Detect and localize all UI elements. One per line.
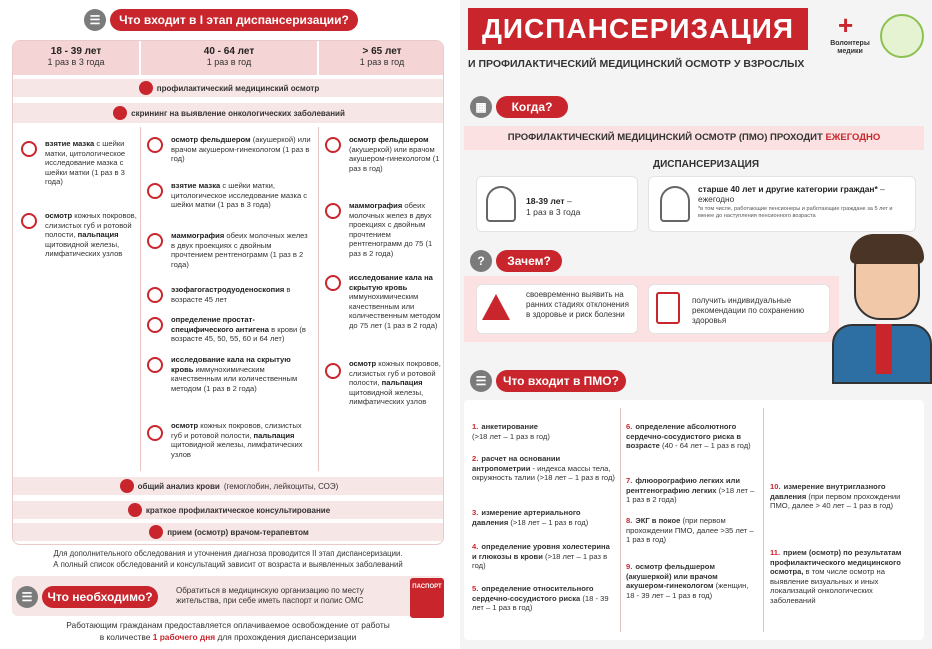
- note-2: А полный список обследований и консультаций зависит от возраста и выявленных заболеваний: [53, 560, 403, 569]
- bottom-line-2: в количестве 1 рабочего дня для прохождения диспансеризации: [99, 632, 357, 642]
- volunteers-logo-icon: +: [838, 10, 854, 40]
- mammo-icon: [325, 203, 341, 219]
- c3-item-4: осмотр кожных покровов, слизистых губ и ротовой полости, пальпация щитовидной железы, лимфатических узлов: [349, 359, 441, 407]
- therapist-icon: [149, 525, 163, 539]
- bottom-line-1: Работающим гражданам предоставляется оплачиваемое освобождение от работы: [66, 620, 390, 630]
- c2-item-6: исследование кала на скрытую кровь иммунохимическим качественным или количественным методом (1 раз в 2 года): [171, 355, 298, 393]
- c2-item-2: взятие мазка с шейки матки, цитологическое исследование мазка с шейки матки (1 раз в 3 года): [171, 181, 308, 210]
- doctor-icon: [139, 81, 153, 95]
- question-icon: ?: [470, 250, 492, 272]
- disp-label: ДИСПАНСЕРИЗАЦИЯ: [652, 159, 760, 170]
- pmo-item-11: 11. прием (осмотр) по результатам профилактического медицинского осмотра, в том числе осмотр на выявление визуальных и иных локализаций онкологических заболеваний: [770, 548, 902, 605]
- c2-item-3: маммография обеих молочных желез в двух проекциях с двойным прочтением рентгенограмм (1 раз в 2 года): [171, 231, 308, 269]
- c2-item-4: эзофагогастродуоденоскопия в возрасте 45 лет: [171, 285, 291, 304]
- why-text-1: своевременно выявить на ранних стадиях отклонения в здоровье и риск болезни: [526, 290, 629, 319]
- pmo-frequency: ПРОФИЛАКТИЧЕСКИЙ МЕДИЦИНСКИЙ ОСМОТР (ПМО) ПРОХОДИТ ЕЖЕГОДНО: [464, 126, 924, 150]
- stomach-icon: [147, 287, 163, 303]
- chat-icon: [128, 503, 142, 517]
- passport-icon: ПАСПОРТ: [410, 578, 444, 618]
- stage-table: [12, 40, 444, 545]
- skin-icon: [325, 363, 341, 379]
- mammo-icon: [147, 233, 163, 249]
- row-consult: краткое профилактическое консультирование: [13, 501, 444, 519]
- c2-item-5: определение простат-специфического антигена в крови (в возрасте 45, 50, 55, 60 и 64 лет): [171, 315, 306, 344]
- c2-item-1: осмотр фельдшером (акушеркой) или врачом акушером-гинекологом (1 раз в год): [171, 135, 311, 164]
- why-title: Зачем?: [496, 250, 562, 272]
- c2-item-7: осмотр кожных покровов, слизистых губ и ротовой полости, пальпация щитовидной железы, лимфатических узлов: [171, 421, 303, 459]
- col-65: > 65 лет 1 раз в год: [319, 41, 444, 75]
- pmo-item-4: 4. определение уровня холестерина и глюкозы в крови (>18 лет – 1 раз в год): [472, 542, 610, 571]
- age-18-39-text: 18-39 лет – 1 раз в 3 года: [526, 196, 581, 217]
- smear-icon: [21, 141, 37, 157]
- skin-icon: [147, 425, 163, 441]
- org-logo-icon: [880, 14, 924, 58]
- pmo-item-9: 9. осмотр фельдшером (акушеркой) или врачом акушером-гинекологом (женщин, 18 - 39 лет – 1 раз в год): [626, 562, 749, 600]
- pmo-item-7: 7. флюорографию легких или рентгенографию легких (>18 лет – 1 раз в 2 года): [626, 476, 755, 505]
- right-panel: [460, 0, 932, 649]
- when-title: Когда?: [496, 96, 568, 118]
- why-text-2: получить индивидуальные рекомендации по сохранению здоровья: [692, 296, 805, 325]
- man-illustration: [832, 232, 932, 382]
- elder-icon: [660, 186, 690, 222]
- c1-item-2: осмотр кожных покровов, слизистых губ и ротовой полости, пальпация щитовидной железы, лимфатических узлов: [45, 211, 137, 259]
- smear-icon: [147, 183, 163, 199]
- test-tube-icon: [147, 357, 163, 373]
- age-40-text: старше 40 лет и другие категории граждан* – ежегодно: [698, 184, 885, 204]
- chair-icon: [325, 137, 341, 153]
- pmo-item-1: 1. анкетирование (>18 лет – 1 раз в год): [472, 422, 550, 441]
- pmo-item-2: 2. расчет на основании антропометрии - индекса массы тела, окружность талии (>18 лет – 1 раз в год): [472, 454, 615, 483]
- warning-icon: [482, 294, 510, 320]
- c1-item-1: взятие мазка с шейки матки, цитологическое исследование мазка с шейки матки (1 раз в 3 года): [45, 139, 126, 187]
- age-40-note: *в том числе, работающие пенсионеры и работающие граждане за 5 лет и менее до наступления пенсионного возраста: [698, 206, 893, 219]
- col-18-39: 18 - 39 лет 1 раз в 3 года: [13, 41, 139, 75]
- pmo-title: Что входит в ПМО?: [496, 370, 626, 392]
- blood-icon: [120, 479, 134, 493]
- col-40-64: 40 - 64 лет 1 раз в год: [141, 41, 317, 75]
- c3-item-2: маммография обеих молочных желез в двух проекциях с двойным прочтением рентгенограмм до 75 (1 раз в 2 года): [349, 201, 433, 258]
- row-screening: скрининг на выявление онкологических заболеваний: [13, 103, 444, 123]
- need-title: Что необходимо?: [42, 586, 158, 608]
- pmo-item-3: 3. измерение артериального давления (>18 лет – 1 раз в год): [472, 508, 589, 527]
- note-1: Для дополнительного обследования и уточнения диагноза проводится II этап диспансеризации.: [53, 549, 403, 558]
- list-icon: ☰: [84, 9, 106, 31]
- main-title: ДИСПАНСЕРИЗАЦИЯ: [468, 8, 808, 50]
- pmo-item-10: 10. измерение внутриглазного давления (при первом прохождении ПМО, далее > 40 лет – 1 раз в год): [770, 482, 901, 511]
- screening-icon: [113, 106, 127, 120]
- psa-icon: [147, 317, 163, 333]
- need-text: Обратиться в медицинскую организацию по месту жительства, при себе иметь паспорт и полис ОМС: [176, 586, 364, 605]
- row-blood: общий анализ крови (гемоглобин, лейкоциты, СОЭ): [13, 477, 444, 495]
- chair-icon: [147, 137, 163, 153]
- skin-icon: [21, 213, 37, 229]
- list-icon: ☰: [16, 586, 38, 608]
- left-panel: [0, 0, 460, 649]
- pmo-item-6: 6. определение абсолютного сердечно-сосудистого риска в возрасте (40 - 64 лет – 1 раз в год): [626, 422, 751, 451]
- calendar-icon: ▦: [470, 96, 492, 118]
- c3-item-3: исследование кала на скрытую кровь иммунохимическим качественным или количественным методом до 75 лет (1 раз в 2 года): [349, 273, 441, 330]
- list-icon: ☰: [470, 370, 492, 392]
- test-tube-icon: [325, 275, 341, 291]
- volunteers-logo-text: Волонтеры медики: [830, 40, 870, 55]
- stage-title: Что входит в I этап диспансеризации?: [110, 9, 358, 31]
- row-therapist: прием (осмотр) врачом-терапевтом: [13, 523, 444, 541]
- c3-item-1: осмотр фельдшером (акушеркой) или врачом акушером-гинекологом (1 раз в год): [349, 135, 440, 173]
- subtitle: И ПРОФИЛАКТИЧЕСКИЙ МЕДИЦИНСКИЙ ОСМОТР У ВЗРОСЛЫХ: [468, 58, 805, 70]
- pmo-item-8: 8. ЭКГ в покое (при первом прохождении ПМО, далее >35 лет – 1 раз в год): [626, 516, 754, 545]
- person-icon: [486, 186, 516, 222]
- pmo-item-5: 5. определение относительного сердечно-сосудистого риска (18 - 39 лет – 1 раз в год): [472, 584, 609, 613]
- row-profile: профилактический медицинский осмотр: [13, 79, 444, 97]
- checklist-icon: [656, 292, 680, 324]
